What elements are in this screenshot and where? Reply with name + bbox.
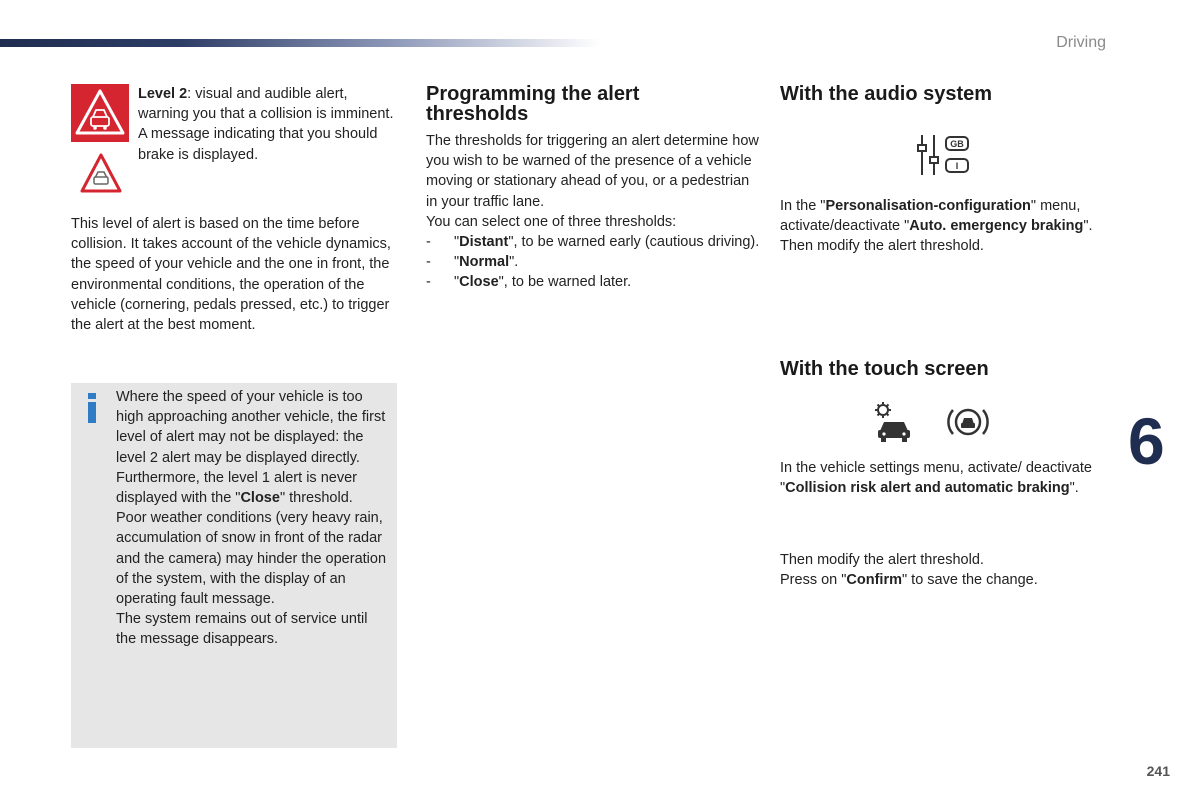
collision-warning-icon: [79, 152, 123, 196]
info-icon: [85, 391, 99, 427]
svg-text:I: I: [955, 161, 959, 171]
touch-screen-text: In the vehicle settings menu, activate/ deactivate "Collision risk alert and automatic braking".: [780, 460, 1092, 497]
level2-message: A message indicating that you should brake is displayed.: [138, 126, 378, 163]
settings-sliders-icon: [915, 133, 971, 177]
audio-system-text: In the "Personalisation-configuration" menu, activate/deactivate "Auto. emergency braking". Then modify the alert threshold.: [780, 198, 1093, 255]
info-box: [71, 383, 397, 748]
touch-screen-heading: With the touch screen: [780, 358, 989, 380]
header-bar: [0, 39, 600, 47]
threshold-item-normal: - "Normal".: [426, 254, 519, 271]
programming-text: The thresholds for triggering an alert determine how you wish to be warned of the presence of a vehicle moving or stationary ahead of you, or a pedestrian in your traffic lane. You can select one of three thresholds: - "Distant", to be warned early (cautious driving). - "Normal". - "Close", to be warned later.: [426, 131, 761, 293]
section-title: Driving: [1056, 34, 1106, 51]
level2-title: Level 2: [138, 86, 188, 102]
threshold-item-close: - "Close", to be warned later.: [426, 274, 632, 291]
threshold-list: [426, 232, 761, 293]
collision-alert-icon: [71, 84, 129, 142]
svg-text:GB: GB: [950, 139, 964, 149]
touch-screen-instructions: Then modify the alert threshold. Press on "Confirm" to save the change.: [780, 552, 1038, 589]
alert-level-paragraph: This level of alert is based on the time before collision. It takes account of the vehicle dynamics, the speed of your vehicle and the one in front, the environmental conditions, the operation of the vehicle (cornering, pedals pressed, etc.) to trigger the alert at the best moment.: [71, 216, 391, 334]
level2-description: Level 2: visual and audible alert, warning you that a collision is imminent. A message indicating that you should brake is displayed.: [138, 84, 400, 165]
vehicle-settings-icon: [872, 401, 916, 443]
info-text: Where the speed of your vehicle is too high approaching another vehicle, the first level of alert may not be displayed: the level 2 alert may be displayed directly. Furthermore, the level 1 alert is never displayed with the "Close" threshold. Poor weather conditions (very heavy rain, accumulation of snow in front of the radar and the camera) may hinder the operation of the system, with the display of an operating fault message. The system remains out of service until the message disappears.: [116, 389, 387, 648]
chapter-number: 6: [1128, 404, 1165, 478]
audio-system-heading: With the audio system: [780, 83, 993, 105]
page-number: 241: [1146, 763, 1170, 779]
brake-assist-icon: [945, 402, 991, 442]
programming-heading: Programming the alert thresholds: [426, 83, 640, 125]
threshold-item-distant: - "Distant", to be warned early (cautious driving).: [426, 234, 760, 251]
